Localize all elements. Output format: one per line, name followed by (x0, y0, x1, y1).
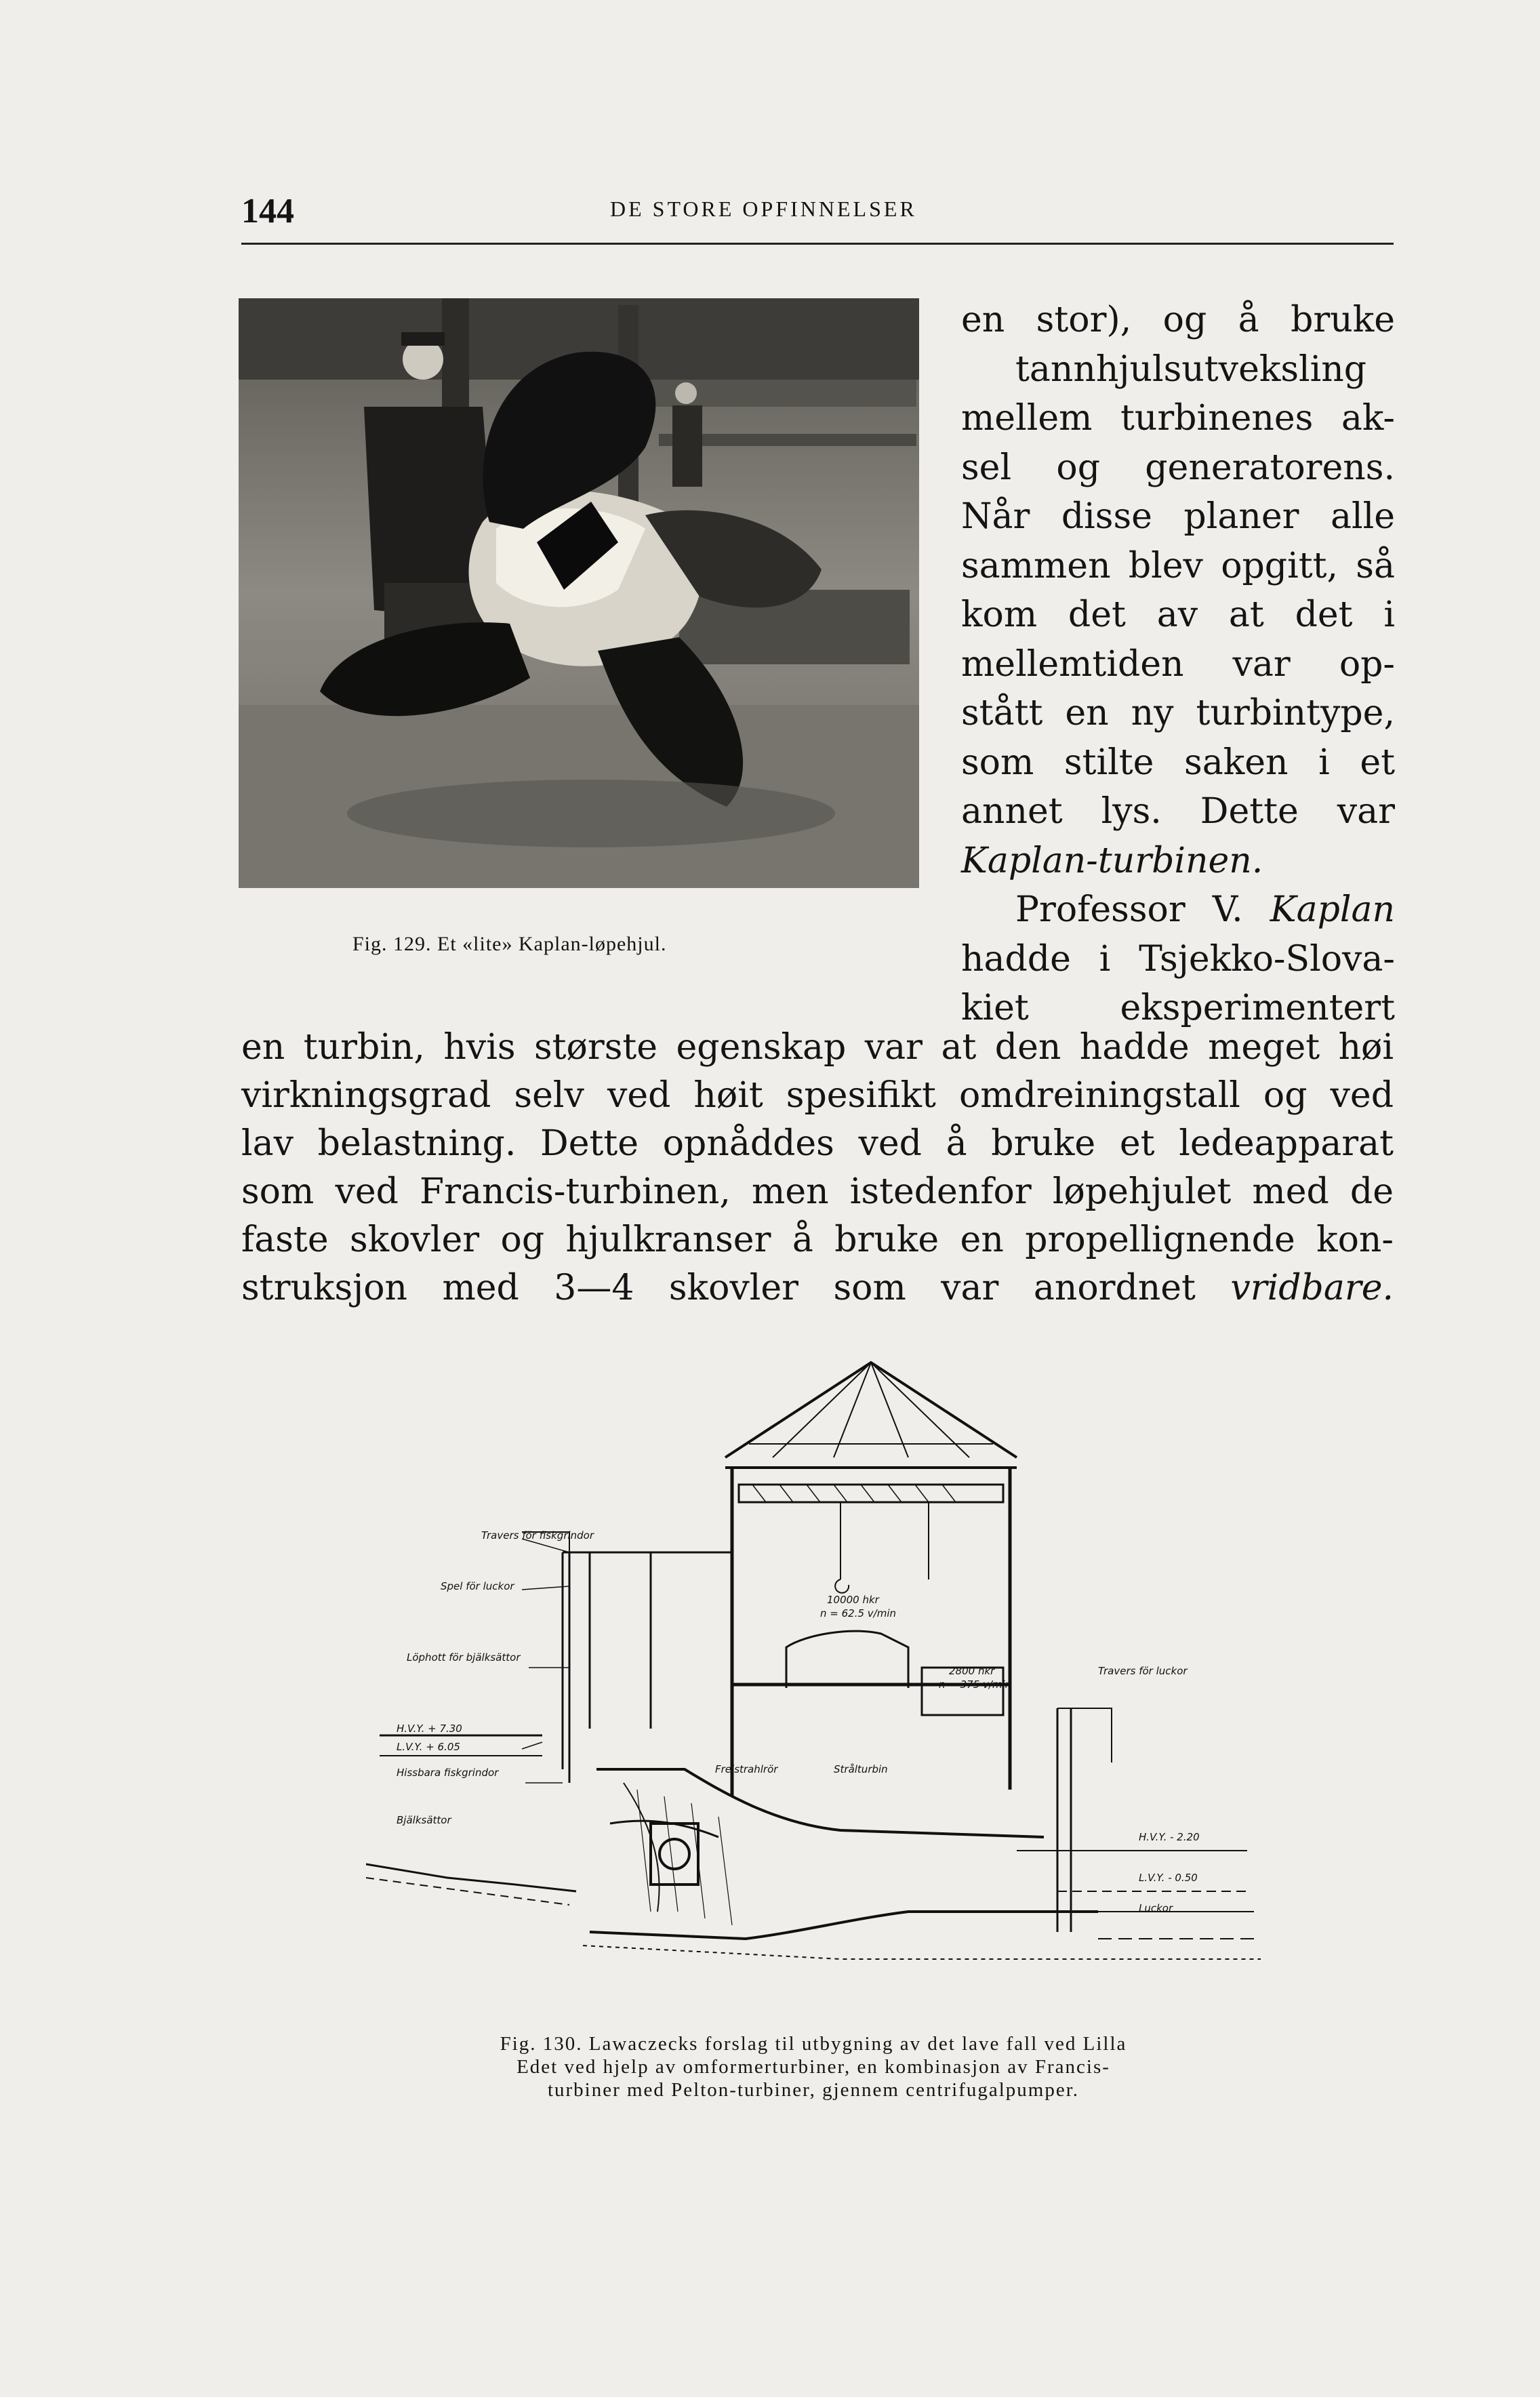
kaplan-runner-photo (239, 298, 919, 888)
text-line: annet lys. Dette var (961, 791, 1395, 832)
label-power-1: 10000 hkr (827, 1594, 879, 1606)
text-line: en turbin, hvis største egenskap var at den hadde meget høi (241, 1027, 1394, 1068)
text-line: virkningsgrad selv ved høit spesifikt omdreiningstall og ved (241, 1075, 1394, 1116)
kaplan-turbine-term: Kaplan-turbinen. (961, 840, 1263, 881)
text-line: sel og generatorens. (961, 447, 1395, 488)
label-hvy-2: H.V.Y. - 2.20 (1139, 1831, 1200, 1843)
text-line: en stor), og å bruke (961, 300, 1395, 340)
text-line: som ved Francis-turbinen, men istedenfor løpehjulet med de (241, 1171, 1394, 1212)
text-line: faste skovler og hjulkranser å bruke en propellignende kon- (241, 1220, 1394, 1260)
label-rpm-2: n = 375 v/min (939, 1678, 1012, 1691)
body-paragraph (241, 1024, 1394, 1312)
kaplan-name: Kaplan (1270, 889, 1395, 930)
caption-line: Fig. 130. Lawaczecks forslag til utbygning av det lave fall ved Lilla (500, 2033, 1127, 2055)
label-lophott: Löphott för bjälksättor (407, 1651, 521, 1664)
label-rpm-1: n = 62.5 v/min (820, 1607, 896, 1619)
label-hvy-1: H.V.Y. + 7.30 (397, 1723, 462, 1735)
label-spel: Spel för luckor (441, 1580, 514, 1592)
text-line: sammen blev opgitt, så (961, 545, 1395, 586)
label-travers-fish: Travers för fiskgrindor (481, 1529, 594, 1542)
text-line: kom det av at det i (961, 595, 1395, 635)
label-travers-luckor: Travers för luckor (1098, 1665, 1188, 1677)
text-line: mellemtiden var op- (961, 643, 1395, 685)
header-rule (241, 243, 1394, 245)
text-line: mellem turbinenes ak- (961, 398, 1395, 439)
figure-130-caption (352, 2032, 1274, 2101)
text-line: stått en ny turbintype, (961, 693, 1395, 733)
text-line: kiet eksperimentert (961, 988, 1395, 1028)
running-title: DE STORE OPFINNELSER (610, 197, 917, 221)
label-freestrahl: Freistrahlrör (715, 1763, 778, 1775)
label-hissbara: Hissbara fiskgrindor (397, 1767, 499, 1779)
text-line-italic (961, 837, 1395, 886)
label-lvy-1: L.V.Y. + 6.05 (397, 1741, 460, 1753)
label-luckor: Luckor (1139, 1902, 1173, 1914)
text-line (241, 1264, 1394, 1312)
label-lvy-2: L.V.Y. - 0.50 (1139, 1872, 1198, 1884)
professor-text: Professor V. (1015, 889, 1270, 930)
text-line: som stilte saken i et (961, 742, 1395, 783)
text-line: lav belastning. Dette opnåddes ved å bruke et ledeapparat (241, 1123, 1394, 1164)
text-line: hadde i Tsjekko-Slova- (961, 938, 1395, 980)
vridbare-term: vridbare. (1230, 1268, 1394, 1308)
label-bjalksattor: Bjälksättor (397, 1814, 451, 1826)
caption-line: turbiner med Pelton-turbiner, gjennem centrifugalpumper. (547, 2079, 1080, 2101)
text-line: tannhjulsutveksling (1015, 348, 1367, 390)
page-number: 144 (241, 192, 294, 230)
figure-129-caption: Fig. 129. Et «lite» Kaplan-løpehjul. (352, 933, 667, 955)
caption-line: Edet ved hjelp av omformerturbiner, en kombinasjon av Francis- (516, 2056, 1110, 2078)
last-line-text: struksjon med 3—4 skovler som var anordnet (241, 1268, 1231, 1308)
label-power-2: 2800 hkr (949, 1665, 995, 1677)
side-column-text (961, 296, 1395, 1033)
text-line (961, 885, 1395, 935)
power-station-section-diagram (366, 1349, 1281, 2000)
text-line: Når disse planer alle (961, 496, 1395, 537)
label-stralturbin: Strålturbin (834, 1763, 888, 1775)
